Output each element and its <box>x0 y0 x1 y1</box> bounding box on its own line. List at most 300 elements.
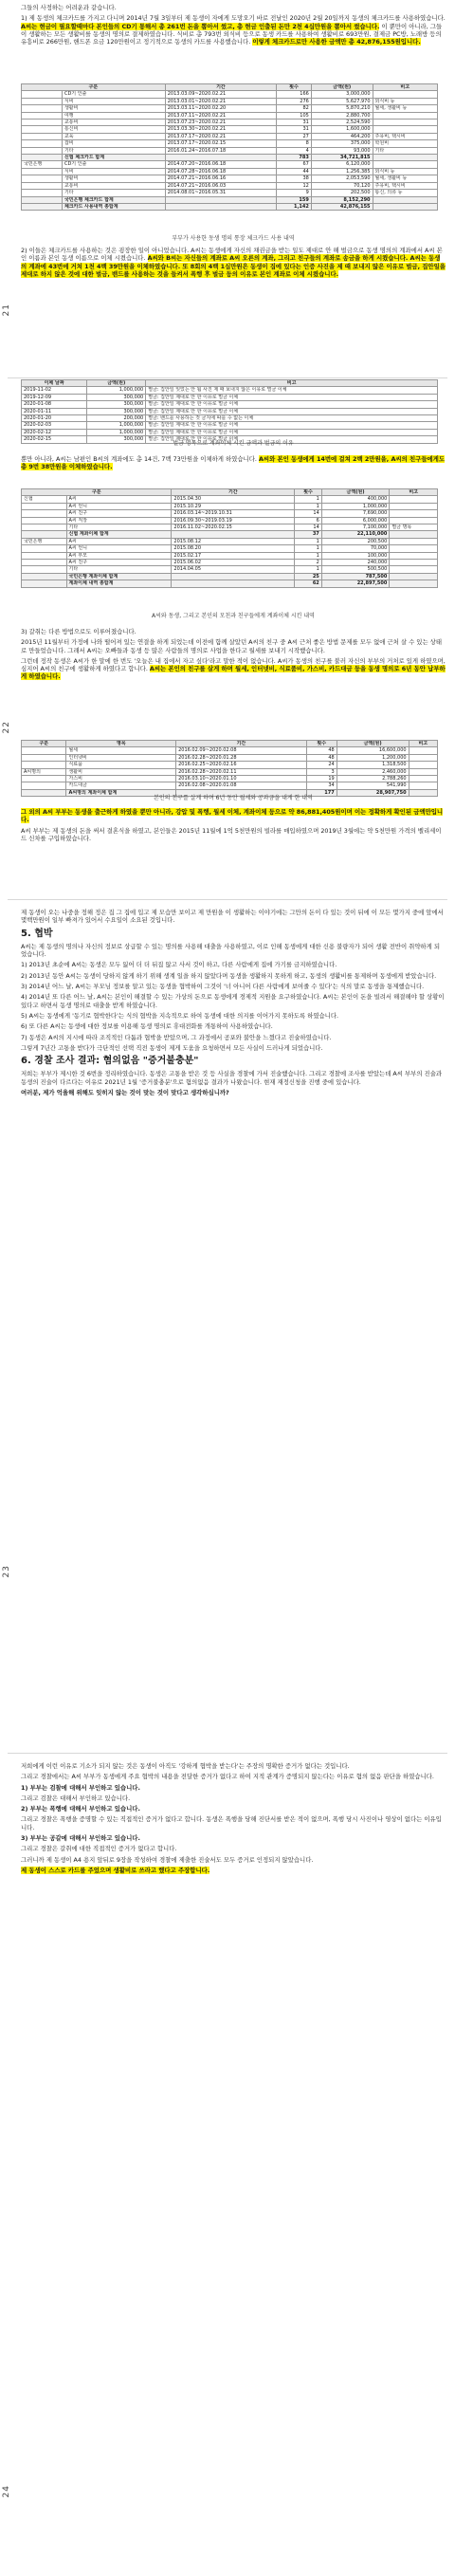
paragraph <box>21 1867 446 1874</box>
highlighted-text: A씨는 현금이 필요할때마다 본인들의 CD기 통해서 총 261번 돈을 뽑아서 썼고, 총 현금 인출된 돈만 2천 4십만원을 뽑아서 썼습니다. <box>21 22 380 30</box>
table-cell: 2014.07.20~2016.06.18 <box>165 161 276 168</box>
table-cell: A씨명의 계좌이체 합계 <box>66 789 176 796</box>
transfer-history-table <box>21 488 438 588</box>
table-cell: 생활비 <box>62 105 165 112</box>
table-header-cell: 명목 <box>66 741 176 747</box>
table-cell <box>22 105 63 112</box>
table-cell <box>390 538 438 544</box>
page-23 <box>0 901 455 1755</box>
table-cell: 국민은행 계좌이체 합계 <box>66 573 172 580</box>
paragraph: 그리고 경찰은 폭행을 증명할 수 있는 직접적인 증거가 없다고 합니다. 동생은 폭행을 당해 진단서를 받은 적이 없으며, 폭행 당시 사진이나 영상이 없다는 이유입니다. <box>21 1815 442 1831</box>
table-row <box>22 120 438 126</box>
table-cell: 1,142 <box>277 203 312 210</box>
table-cell <box>22 545 67 552</box>
table-caption: 부부가 사용한 동생 명의 통장 체크카드 사용 내역 <box>172 235 295 242</box>
table-cell: 1,000,000 <box>87 429 146 435</box>
table-cell: 1 <box>295 566 322 573</box>
table-row <box>22 401 438 408</box>
table-cell <box>390 560 438 566</box>
table-cell <box>22 155 63 161</box>
paragraph: A씨는 제 동생의 명의나 자신의 정보로 상급할 수 있는 명의를 사용해 대출을 사용하였고, 이로 인해 동생에게 대한 신용 불량자가 되어 생활 전반이 취약하게 되었습니다. <box>21 942 441 959</box>
table-cell: 1,600,000 <box>311 126 373 133</box>
table-cell: 신협 <box>22 496 67 503</box>
table-cell: 159 <box>277 196 312 203</box>
table-header-cell: 횟수 <box>306 741 337 747</box>
table-cell: A씨 친구 <box>66 510 172 517</box>
table-cell: CD기 인출 <box>62 91 165 98</box>
table-cell: 240,000 <box>321 560 390 566</box>
table-cell <box>22 517 67 524</box>
table-row <box>22 408 438 414</box>
table-cell <box>373 120 437 126</box>
table-row <box>22 387 438 394</box>
table-cell: 기타 <box>373 147 437 154</box>
table-cell <box>409 762 437 768</box>
paragraph: 3) 2014년 어느 날, A씨는 부모님 정보를 알고 있는 동생을 협박하여 그것이 '너 아니어 다른 사람에게 보여줄 수 있다'는 식의 말로 동생을 통제했습니다. <box>21 983 425 991</box>
table-cell: 생활비 <box>66 768 176 775</box>
table-cell: 276 <box>277 98 312 104</box>
table-cell <box>390 566 438 573</box>
table-header-cell: 비고 <box>373 84 437 91</box>
table-cell <box>373 161 437 168</box>
table-cell: 1,200,000 <box>337 754 409 761</box>
table-cell: 70,000 <box>321 545 390 552</box>
table-cell: 교통비 <box>62 182 165 189</box>
table-row <box>22 754 438 761</box>
table-cell: 1,318,500 <box>337 762 409 768</box>
paragraph: 저희에게 이런 이유로 기소가 되지 않는 것은 동생이 아직도 '강하게 협박을 받는다'는 주장의 명확한 증거가 없다는 것입니다. <box>21 1762 350 1770</box>
highlighted-text: A씨와 본인 동생에게 14번에 걸쳐 2백 2만원을, A씨의 친구들에게도 총 9번 38만원을 이체하였습니다. <box>21 455 446 471</box>
table-header-cell: 비고 <box>409 741 437 747</box>
table-cell: 8,152,290 <box>311 196 373 203</box>
table-cell: 25 <box>295 573 322 580</box>
table-cell: 300,000 <box>87 394 146 400</box>
table-cell: 9 <box>277 190 312 196</box>
table-cell: 별금: 집안일 제대로 안 한 이유로 벌금 이체 <box>146 436 438 443</box>
table-cell: 2016.02.28~2020.02.11 <box>176 768 307 775</box>
table-cell: 70,120 <box>311 182 373 189</box>
table-cell: A씨 부모 <box>66 552 172 559</box>
table-row <box>22 182 438 189</box>
check-card-table <box>21 83 438 211</box>
table-cell <box>22 98 63 104</box>
table-cell: 6 <box>295 517 322 524</box>
table-cell: 1 <box>295 552 322 559</box>
table-cell <box>22 580 67 587</box>
table-cell: 월세 <box>66 747 176 754</box>
table-cell: 1,000,000 <box>321 503 390 509</box>
table-row <box>22 517 438 524</box>
table-cell <box>22 203 63 210</box>
table-subtotal-row <box>22 203 438 210</box>
table-cell: 식비 <box>62 168 165 175</box>
table-cell: 48 <box>306 754 337 761</box>
table-cell <box>22 754 66 761</box>
table-cell: 12 <box>277 182 312 189</box>
table-header-row <box>22 84 438 91</box>
table-subtotal-row <box>22 531 438 538</box>
table-row <box>22 175 438 182</box>
table-cell: 3,000,000 <box>311 91 373 98</box>
table-cell <box>22 112 63 119</box>
table-cell: 400,000 <box>321 496 390 503</box>
table-cell: 2,460,000 <box>337 768 409 775</box>
page-number: 24 <box>2 2485 11 2498</box>
table-cell <box>172 580 295 587</box>
table-cell: 1,000,000 <box>87 387 146 394</box>
table-cell: 신협 계좌이체 합계 <box>66 531 172 538</box>
table-cell: 교통비 <box>62 120 165 126</box>
table-cell: 2013.07.23~2020.02.21 <box>165 120 276 126</box>
paragraph: 제 동생이 오는 나중을 정해 정은 집 그 집에 입고 제 모습만 보이고 제 만원을 이 생활하는 이야기에는 그만의 돈이 다 있는 것이 뒤에 이 모든 몇가지 중에 앞에서 몇백만원이 일부 빠져가 있어서 수요일이 소요된 것입니다. <box>21 909 444 925</box>
table-cell: 7,690,000 <box>321 510 390 517</box>
table-cell <box>22 182 63 189</box>
table-cell <box>22 510 67 517</box>
table-cell <box>22 503 67 509</box>
table-cell: 카드대금 <box>66 782 176 789</box>
table-row <box>22 524 438 531</box>
table-header-cell: 이체 날짜 <box>22 380 87 387</box>
table-cell <box>22 762 66 768</box>
table-cell: 2013.07.17~2020.02.21 <box>165 133 276 139</box>
text-run: 이 뿐만이 아니라, 그들이 생활하는 모든 생활비를 동생의 명의로 결제하였습니다. 식비로 총 793번 외식비 등으로 동생 카드를 사용하여 생활비로 693만원, 결제금 PC방, 노래방 등의 유흥비로 266만원, 핸드폰 요금 120만원이고 정기적으로 동생의 카드를 사용했습니다. <box>21 22 443 46</box>
table-cell: 100,000 <box>321 552 390 559</box>
table-cell: 통신, 의류 등 <box>373 190 437 196</box>
table-row <box>22 126 438 133</box>
table-cell: 1,000,000 <box>87 422 146 429</box>
table-row <box>22 394 438 400</box>
table-subtotal-row <box>22 573 438 580</box>
text-run: 뿐만 아니라, A씨는 남편인 B씨의 계좌에도 총 14건, 7백 73만원을 이체하게 하였습니다. <box>21 455 257 463</box>
table-cell <box>390 517 438 524</box>
paragraph: 그리고 경찰은 갈취에 대한 직접적인 증거가 없다고 합니다. <box>21 1845 177 1853</box>
table-cell: 2020-01-20 <box>22 415 87 422</box>
page-22 <box>0 379 455 901</box>
page-number: 22 <box>2 721 11 734</box>
table-caption: 벌금 명목으로 계좌이체 시킨 금액과 벌금의 이유 <box>173 440 294 447</box>
table-row <box>22 415 438 422</box>
table-cell <box>22 168 63 175</box>
table-cell <box>373 126 437 133</box>
table-cell: 학원비 <box>373 140 437 147</box>
table-cell <box>22 120 63 126</box>
table-cell: 외식비 등 <box>373 168 437 175</box>
table-header-cell: 기간 <box>172 489 295 496</box>
table-cell: 가스비 <box>66 776 176 782</box>
table-cell <box>390 580 438 587</box>
table-row <box>22 161 438 168</box>
table-cell: 2013.03.09~2020.02.21 <box>165 91 276 98</box>
table-cell: 식비 <box>62 98 165 104</box>
paragraph <box>21 14 446 46</box>
table-header-cell: 기간 <box>176 741 307 747</box>
table-cell <box>390 496 438 503</box>
table-cell: 2016.02.08~2020.01.08 <box>176 782 307 789</box>
highlighted-text: 이렇게 체크카드로만 사용한 금액만 총 42,876,155원입니다. <box>252 38 421 46</box>
paragraph: 1) 부부는 검찰에 대해서 부인하고 있습니다. <box>21 1783 140 1792</box>
table-cell <box>390 573 438 580</box>
table-header-cell: 금액(원) <box>337 741 409 747</box>
table-cell: 300,000 <box>87 436 146 443</box>
table-cell: A씨 친구 <box>66 560 172 566</box>
table-cell: 기타 <box>66 566 172 573</box>
table-cell <box>390 531 438 538</box>
paragraph: 3) 부부는 공갈에 대해서 부인하고 있습니다. <box>21 1834 140 1843</box>
table-cell <box>172 531 295 538</box>
table-row <box>22 560 438 566</box>
table-cell: 2015.08.12 <box>172 538 295 544</box>
table-cell: 국민은행 <box>22 161 63 168</box>
table-cell <box>22 140 63 147</box>
table-cell: 6,120,000 <box>311 161 373 168</box>
table-cell: 별금: 밴드를 사용하는 것 금지에 따를 수 없는 이체 <box>146 415 438 422</box>
table-cell: 2015.06.02 <box>172 560 295 566</box>
table-cell: 16,600,000 <box>337 747 409 754</box>
table-cell: 202,500 <box>311 190 373 196</box>
table-cell: 2016.03.14~2019.10.31 <box>172 510 295 517</box>
table-cell <box>373 155 437 161</box>
paragraph <box>21 247 446 278</box>
table-row <box>22 91 438 98</box>
table-cell: 기타 <box>66 524 172 531</box>
table-cell: 2013.03.30~2020.02.21 <box>165 126 276 133</box>
page-divider <box>8 899 447 900</box>
table-cell: A씨 언니 <box>66 545 172 552</box>
table-cell: 1 <box>295 496 322 503</box>
table-header-cell: 기간 <box>165 84 276 91</box>
table-cell: 7,100,000 <box>321 524 390 531</box>
table-cell: 신협 체크카드 합계 <box>62 155 165 161</box>
table-cell: 별금 명목 <box>390 524 438 531</box>
table-cell: 787,500 <box>321 573 390 580</box>
table-row <box>22 768 438 775</box>
rent-payment-table <box>21 740 438 797</box>
table-cell: 105 <box>277 112 312 119</box>
page-divider <box>8 377 447 378</box>
paragraph: 4) 2014년 또 다른 어느 날, A씨는 본인이 해결할 수 있는 가상의 돈으로 동생에게 경제적 지원을 요구하였습니다. A씨는 본인이 돈을 빌려서 해결해야 할 상황이 있다고 하면서 동생 명의로 대출을 받게 하였습니다. <box>21 993 445 1009</box>
highlighted-text: A씨와 B씨는 자신들의 계좌로 A씨 오른의 계좌, 그리고 친구들의 계좌로 송금을 하게 시켰습니다. A씨는 동생의 계좌에 43번에 거쳐 1천 4백 39만원을 이체하였습니다. 또 8회의 4백 1십만원은 동생이 집에 있다는 인증 사진을 제 때 보내지 않은 이유로 벌금, 집안일을 제대로 하지 않은 것에 대한 벌금, 밴드를 사용하는 것을 들켜서 폭행 후 벌금 등의 이유로 본인 계좌로 이체 시켰습니다. <box>21 254 446 278</box>
table-cell: 38 <box>277 175 312 182</box>
table-cell: 생활비 <box>62 175 165 182</box>
table-cell: 별금: 집안일 제대로 안 한 이유로 벌금 이체 <box>146 401 438 408</box>
table-cell <box>373 203 437 210</box>
table-cell: 300,000 <box>87 401 146 408</box>
table-cell: 식료품 <box>66 762 176 768</box>
table-cell: A씨명의 <box>22 768 66 775</box>
table-row <box>22 98 438 104</box>
table-row <box>22 133 438 139</box>
table-cell: 2016.11.02~2020.02.15 <box>172 524 295 531</box>
page-text <box>21 247 446 281</box>
paragraph: 그렇게 7년간 고통을 받다가 극단적인 선택 직전 동생이 제게 도움을 요청하면서 모든 사실이 드러나게 되었습니다. <box>21 1043 323 1052</box>
table-cell: 62 <box>295 580 322 587</box>
table-cell: 기타 <box>62 190 165 196</box>
paragraph: 2) 부부는 폭행에 대해서 부인하고 있습니다. <box>21 1805 140 1813</box>
table-cell: 2019-11-02 <box>22 387 87 394</box>
table-cell: 2016.02.25~2020.02.16 <box>176 762 307 768</box>
page-24 <box>0 1755 455 2576</box>
paragraph: 2) 2013년 동안 A씨는 동생이 당하지 않게 하기 위해 생계 일을 하지 않았다며 동생을 생활하지 못하게 하고, 동생의 생활비를 통제하며 동생에게 받았습니다. <box>21 971 437 980</box>
page-number: 21 <box>2 304 11 317</box>
table-header-cell: 횟수 <box>277 84 312 91</box>
paragraph <box>21 808 446 824</box>
table-cell: 464,200 <box>311 133 373 139</box>
table-cell: 37 <box>295 531 322 538</box>
table-cell: 48 <box>306 747 337 754</box>
table-cell <box>22 133 63 139</box>
table-cell: 2,524,590 <box>311 120 373 126</box>
table-cell <box>409 754 437 761</box>
paragraph: 3) 갈취는 다른 방법으로도 이루어졌습니다. <box>21 628 136 635</box>
table-cell: 잡비 <box>62 140 165 147</box>
table-cell: 2015.08.20 <box>172 545 295 552</box>
page-divider <box>8 1753 447 1754</box>
table-cell <box>22 175 63 182</box>
table-cell: 계좌이체 내역 총합계 <box>66 580 172 587</box>
table-cell: 22,110,000 <box>321 531 390 538</box>
table-cell: 별금: 집안일 잊었는 안 됨 사진 제 때 보내지 않은 이유로 벌금 이체 <box>146 387 438 394</box>
table-cell <box>390 510 438 517</box>
table-row <box>22 510 438 517</box>
table-cell: 기타 <box>62 147 165 154</box>
page-text <box>21 808 446 845</box>
table-cell: 월세, 생활비 등 <box>373 105 437 112</box>
table-cell: 19 <box>306 776 337 782</box>
table-row <box>22 503 438 509</box>
table-cell <box>409 768 437 775</box>
table-cell: A씨 <box>66 496 172 503</box>
table-header-cell: 구분 <box>22 84 166 91</box>
table-subtotal-row <box>22 155 438 161</box>
table-cell: 541,990 <box>337 782 409 789</box>
table-cell: 44 <box>277 168 312 175</box>
table-cell: 2014.08.01~2016.05.31 <box>165 190 276 196</box>
table-cell <box>409 747 437 754</box>
page-number: 23 <box>2 1565 11 1578</box>
table-cell: 2020-02-03 <box>22 422 87 429</box>
section-heading: 6. 경찰 조사 결과: 혐의없음 "증거불충분" <box>21 1056 199 1067</box>
table-cell: 300,000 <box>87 408 146 414</box>
table-cell <box>165 155 276 161</box>
paragraph <box>21 455 446 471</box>
table-cell: 2020-02-15 <box>22 436 87 443</box>
table-row <box>22 140 438 147</box>
table-cell: 2013.03.11~2020.02.20 <box>165 105 276 112</box>
table-cell: 166 <box>277 91 312 98</box>
table-cell <box>22 776 66 782</box>
table-cell: 2019-12-09 <box>22 394 87 400</box>
page-text <box>21 628 446 684</box>
table-cell: 2016.03.10~2020.01.10 <box>176 776 307 782</box>
table-cell <box>390 552 438 559</box>
paragraph: 6) 또 다른 A씨는 동생에 대한 정보를 이용해 동생 명의로 휴대전화를 개통하여 사용하였습니다. <box>21 1022 273 1031</box>
table-cell: 2,053,590 <box>311 175 373 182</box>
table-row <box>22 190 438 196</box>
table-cell: 2014.07.21~2016.06.03 <box>165 182 276 189</box>
table-cell: 국민은행 <box>22 538 67 544</box>
table-header-cell: 구분 <box>22 489 172 496</box>
page-21 <box>0 0 455 379</box>
table-cell: 2014.04.05 <box>172 566 295 573</box>
table-row <box>22 147 438 154</box>
table-cell: 24 <box>306 762 337 768</box>
paragraph: 그들의 사정하는 어려운과 같습니다. <box>21 4 117 11</box>
table-cell: A씨 직장 <box>66 517 172 524</box>
table-cell: 2014.07.28~2016.06.18 <box>165 168 276 175</box>
table-cell: 1,256,385 <box>311 168 373 175</box>
table-subtotal-row <box>22 196 438 203</box>
table-cell: 783 <box>277 155 312 161</box>
table-row <box>22 545 438 552</box>
paragraph: 1) 2013년 초순에 A씨는 동생은 모두 잃어 더 더 뒤집 않고 사서 것이 하고, 다른 사람에게 집에 가기를 금지하였습니다. <box>21 961 337 969</box>
table-cell: 14 <box>295 524 322 531</box>
table-cell <box>22 531 67 538</box>
table-cell <box>390 545 438 552</box>
table-cell <box>22 560 67 566</box>
paragraph: 그리고 검찰은 대해서 부인하고 있습니다. <box>21 1794 131 1802</box>
paragraph: 7) 동생은 A씨의 지시에 따라 조직적인 다툼과 협박을 받았으며, 그 과정에서 공포와 불안을 느꼈다고 진술하였습니다. <box>21 1033 332 1041</box>
table-cell: 주유비, 택시비 <box>373 182 437 189</box>
page-text <box>21 455 446 474</box>
table-row <box>22 776 438 782</box>
table-cell <box>22 190 63 196</box>
table-cell: 월세, 생활비 등 <box>373 175 437 182</box>
table-cell <box>373 91 437 98</box>
table-cell: 2,880,700 <box>311 112 373 119</box>
table-cell: 2020-01-11 <box>22 408 87 414</box>
table-header-cell: 금액(원) <box>321 489 390 496</box>
table-header-cell: 금액(원) <box>87 380 146 387</box>
table-cell: A씨 <box>66 538 172 544</box>
highlighted-text: A씨는 본인의 친구를 살게 하며 월세, 인터넷비, 식료품비, 가스비, 카드대금 등을 동생 명의로 6년 동안 납부하게 하였습니다. <box>21 665 446 681</box>
table-cell: 14 <box>295 510 322 517</box>
table-cell: 27 <box>277 133 312 139</box>
table-cell <box>390 503 438 509</box>
text-run: 2) 이들은 체크카드를 사용하는 것은 굉장한 일이 아니었습니다. A씨는 동생에게 자신의 채권금을 받는 일도 제대로 안 해 벌금으로 동생 명의의 계좌에서 A씨 본인 이름과 본인 동생 이름으로 이체 시켰습니다. <box>21 247 443 263</box>
table-row <box>22 552 438 559</box>
table-cell: CD기 인출 <box>62 161 165 168</box>
table-cell: 3 <box>306 768 337 775</box>
table-subtotal-row <box>22 580 438 587</box>
table-cell: 2014.07.21~2016.06.16 <box>165 175 276 182</box>
table-cell: 31 <box>277 126 312 133</box>
table-header-cell: 비고 <box>146 380 438 387</box>
table-row <box>22 112 438 119</box>
table-cell: 외식비 등 <box>373 98 437 104</box>
table-cell: 5,870,210 <box>311 105 373 112</box>
table-cell: 200,000 <box>87 415 146 422</box>
table-header-row <box>22 489 438 496</box>
table-cell: 교육 <box>62 133 165 139</box>
table-cell <box>409 776 437 782</box>
page-text <box>21 1762 446 1877</box>
fine-transfer-table <box>21 379 438 444</box>
table-cell: 2016.01.24~2016.07.18 <box>165 147 276 154</box>
table-cell: 22,897,500 <box>321 580 390 587</box>
table-header-cell: 구분 <box>22 741 66 747</box>
table-cell <box>373 112 437 119</box>
table-cell <box>22 552 67 559</box>
table-cell: 31 <box>277 120 312 126</box>
table-header-row <box>22 380 438 387</box>
table-cell: 별금: 집안일 제대로 안 한 이유로 벌금 이체 <box>146 394 438 400</box>
table-cell: 375,000 <box>311 140 373 147</box>
table-cell <box>22 91 63 98</box>
table-cell: 2015.02.17 <box>172 552 295 559</box>
table-cell <box>409 782 437 789</box>
table-cell: 통신비 <box>62 126 165 133</box>
table-cell <box>22 524 67 531</box>
